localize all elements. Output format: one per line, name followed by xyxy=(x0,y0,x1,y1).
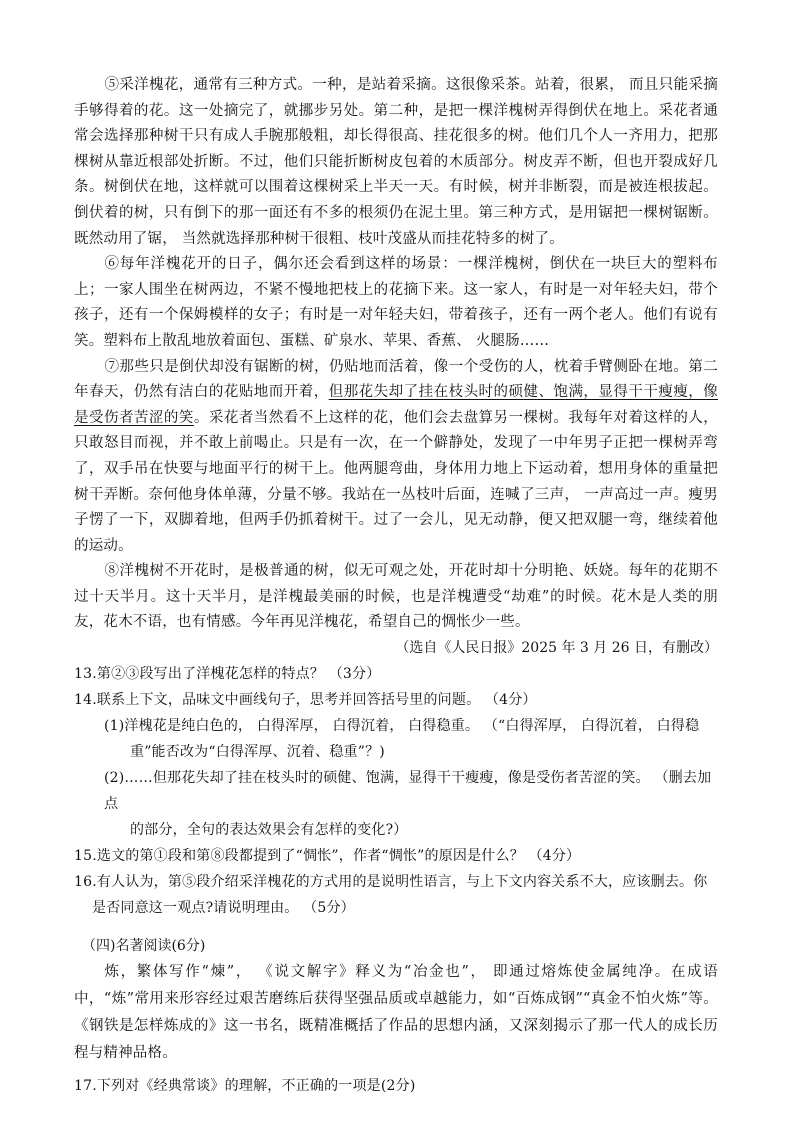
question-14-2-line-1: (2)……但那花失却了挂在枝头时的硕健、饱满，显得干干瘦瘦，像是受伤者苦涩的笑。 （删去加点 xyxy=(104,770,712,813)
question-14-1-line-2: 重”能否改为“白得浑厚、沉着、稳重”？) xyxy=(130,744,385,761)
question-13: 13.第②③段写出了洋槐花怎样的特点？ （3分） xyxy=(74,666,381,683)
paragraph-7-part-2: 。采花者当然看不上这样的花，他们会去盘算另一棵树。我每年对着这样的人，只敢怒目而视，并不敢上前喝止。只是有一次，在一个僻静处，发现了一中年男子正把一棵树弄弯了，双手吊在快要与地面平行的树干上。他两腿弯曲，身体用力地上下运动着，想用身体的重量把树干弄断。奈何他身体单薄，分量不够。我站在一丛枝叶后面，连喊了三声， 一声高过一声。瘦男子愣了一下，双脚着地，但两手仍抓着树干。过了一会儿，见无动静，便又把双腿一弯，继续着他的运动。 xyxy=(74,409,718,554)
section-4-intro: 炼，繁体写作“煉”， 《说文解字》释义为“冶金也”， 即通过熔炼使金属纯净。在成语中，“炼”常用来形容经过艰苦磨练后获得坚强品质或卓越能力，如“百炼成钢”“真金不怕火炼”等。 《钢铁是怎样炼成的》这一书名，既精准概括了作品的思想内涵，又深刻揭示了那一代人的成长历程与精神品格。 xyxy=(74,964,718,1062)
question-16-line-1: 16.有人认为，第⑤段介绍采洋槐花的方式用的是说明性语言，与上下文内容关系不大，应该删去。你 xyxy=(74,874,708,891)
paragraph-5: ⑤采洋槐花，通常有三种方式。一种，是站着采摘。这很像采茶。站着，很累， 而且只能采摘手够得着的花。这一处摘完了，就挪步另处。第二种，是把一棵洋槐树弄得倒伏在地上。采花者通常会选择那种树干只有成人手腕那般粗，却长得很高、挂花很多的树。他们几个人一齐用力，把那棵树从靠近根部处折断。不过，他们只能折断树皮包着的木质部分。树皮弄不断，但也开裂成好几条。树倒伏在地，这样就可以围着这棵树采上半天一天。有时候，树并非断裂，而是被连根拔起。倒伏着的树，只有倒下的那一面还有不多的根须仍在泥土里。第三种方式，是用锯把一棵树锯断。既然动用了锯， 当然就选择那种树干很粗、枝叶茂盛从而挂花特多的树了。 xyxy=(74,77,718,247)
paragraph-8: ⑧洋槐树不开花时，是极普通的树，似无可观之处，开花时却十分明艳、妖娆。每年的花期不过十天半月。这十天半月，是洋槐最美丽的时候，也是洋槐遭受“劫难”的时候。花木是人类的朋友，花木不语，也有情感。今年再见洋槐花，希望自己的惆怅少一些。 xyxy=(74,563,718,631)
underlined-sentence: 但那花失却了挂在枝头时的硕健、饱满，显得干干瘦瘦，像是受伤者苦涩的笑 xyxy=(74,384,718,426)
question-14: 14.联系上下文，品味文中画线句子，思考并回答括号里的问题。 （4分） xyxy=(74,692,537,709)
question-14-2-line-2: 的部分，全句的表达效果会有怎样的变化?） xyxy=(130,822,408,839)
paragraph-7 xyxy=(74,355,718,560)
question-17: 17.下列对《经典常谈》的理解，不正确的一项是(2分) xyxy=(74,1078,416,1095)
section-4-heading: （四)名著阅读(6分) xyxy=(82,938,206,955)
question-15: 15.选文的第①段和第⑧段都提到了“惆怅”，作者“惆怅”的原因是什么？ （4分） xyxy=(74,848,581,865)
question-14-1-line-1: (1)洋槐花是纯白色的， 白得浑厚， 白得沉着， 白得稳重。 （“白得浑厚， 白得沉着， 白得稳 xyxy=(104,718,700,735)
source-citation: （选自《人民日报》2025 年 3 月 26 日，有删改） xyxy=(395,640,718,657)
paragraph-6: ⑥每年洋槐花开的日子，偶尔还会看到这样的场景：一棵洋槐树，倒伏在一块巨大的塑料布上；一家人围坐在树两边，不紧不慢地把枝上的花摘下来。这一家人，有时是一对年轻夫妇，带个孩子，还有一个保姆模样的女子；有时是一对年轻夫妇，带着孩子，还有一两个老人。他们有说有笑。塑料布上散乱地放着面包、蛋糕、矿泉水、苹果、香蕉、 火腿肠…… xyxy=(74,256,718,349)
paragraph-7-part-1: ⑦那些只是倒伏却没有锯断的树，仍贴地而活着，像一个受伤的人，枕着手臂侧卧在地。第二年春天，仍然有洁白的花贴地而开着， xyxy=(74,358,718,401)
question-16-line-2: 是否同意这一观点?请说明理由。 （5分） xyxy=(92,900,355,917)
